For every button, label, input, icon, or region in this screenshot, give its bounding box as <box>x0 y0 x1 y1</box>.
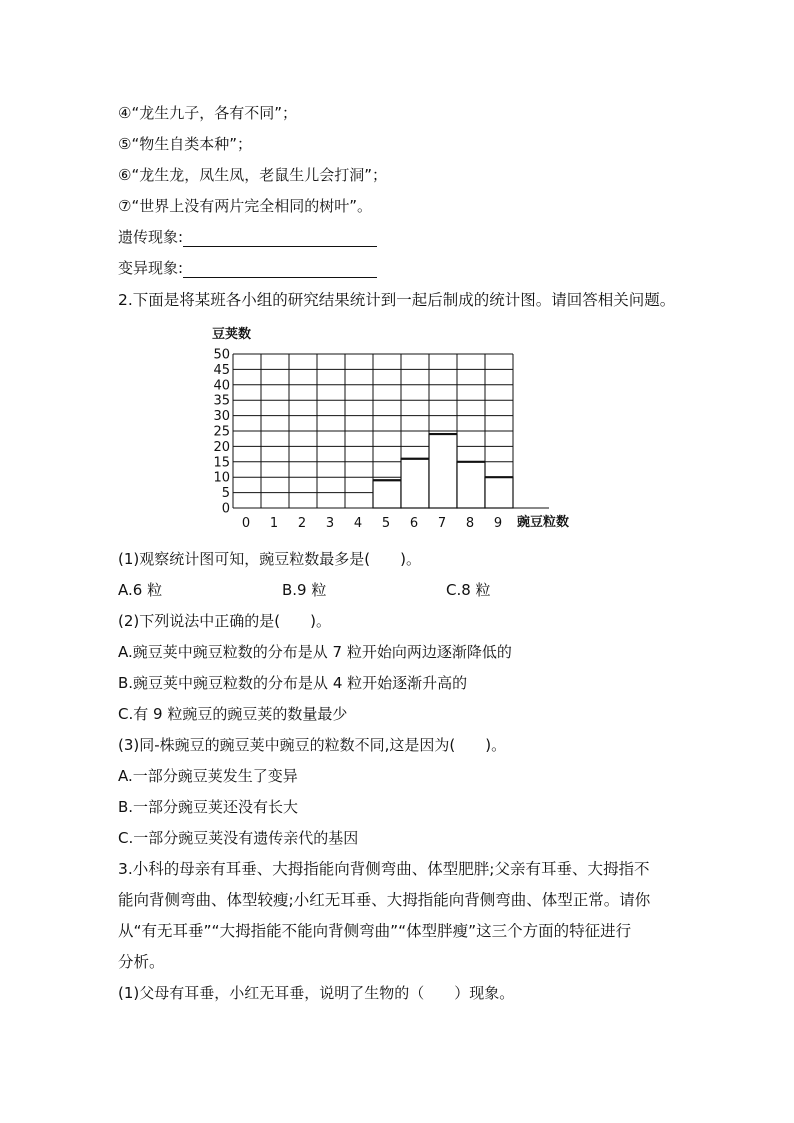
x-tick-label: 8 <box>465 516 475 531</box>
q2-sub2-option-c: C.有 9 粒豌豆的豌豆荚的数量最少 <box>118 705 348 723</box>
y-tick-label: 30 <box>213 409 230 425</box>
y-tick-label: 15 <box>213 455 230 471</box>
variation-answer-blank[interactable] <box>183 261 377 278</box>
q2-sub3-option-c: C.一部分豌豆荚没有遗传亲代的基因 <box>118 829 359 847</box>
heredity-answer-row <box>118 227 377 247</box>
heredity-answer-blank[interactable] <box>183 230 377 247</box>
pea-pod-bar-chart <box>200 318 590 536</box>
y-tick-label: 0 <box>221 501 230 517</box>
q3-line-2: 能向背侧弯曲、体型较瘦;小红无耳垂、大拇指能向背侧弯曲、体型正常。请你 <box>118 891 651 909</box>
y-tick-label: 25 <box>213 424 230 440</box>
q3-line-4: 分析。 <box>118 953 165 971</box>
q2-sub3-option-b: B.一部分豌豆荚还没有长大 <box>118 798 299 816</box>
q1-item-6: ⑥“龙生龙，凤生凤，老鼠生儿会打洞”； <box>118 166 387 184</box>
q1-item-7: ⑦“世界上没有两片完全相同的树叶”。 <box>118 197 372 215</box>
q2-intro: 2.下面是将某班各小组的研究结果统计到一起后制成的统计图。请回答相关问题。 <box>118 291 676 309</box>
x-tick-label: 1 <box>269 516 279 531</box>
q2-sub1-option-c: C.8 粒 <box>446 581 491 599</box>
q2-sub2-option-a: A.豌豆荚中豌豆粒数的分布是从 7 粒开始向两边逐渐降低的 <box>118 643 512 661</box>
y-tick-label: 45 <box>213 362 230 378</box>
y-tick-label: 5 <box>221 486 230 502</box>
q3-line-1: 3.小科的母亲有耳垂、大拇指能向背侧弯曲、体型肥胖;父亲有耳垂、大拇指不 <box>118 860 650 878</box>
bar-8 <box>457 462 485 508</box>
q1-item-4: ④“龙生九子，各有不同”； <box>118 104 297 122</box>
y-axis-title: 豆荚数 <box>212 327 252 342</box>
x-axis-title: 豌豆粒数 <box>517 515 570 530</box>
bar-6 <box>401 459 429 508</box>
y-tick-label: 40 <box>213 378 230 394</box>
y-tick-label: 35 <box>213 393 230 409</box>
bar-5 <box>373 480 401 508</box>
variation-answer-row <box>118 258 377 278</box>
q2-sub2-option-b: B.豌豆荚中豌豆粒数的分布是从 4 粒开始逐渐升高的 <box>118 674 468 692</box>
q3-sub1: (1)父母有耳垂，小红无耳垂，说明了生物的（ ）现象。 <box>118 984 515 1002</box>
x-tick-label: 2 <box>297 516 307 531</box>
y-tick-labels <box>213 348 230 517</box>
q2-sub3-option-a: A.一部分豌豆荚发生了变异 <box>118 767 298 785</box>
q2-sub3-stem: (3)同-株豌豆的豌豆荚中豌豆的粒数不同,这是因为( )。 <box>118 736 507 754</box>
chart-bars <box>373 434 513 508</box>
q2-sub1-stem: (1)观察统计图可知，豌豆粒数最多是( )。 <box>118 550 421 568</box>
variation-label: 变异现象: <box>118 259 184 277</box>
q2-sub2-stem: (2)下列说法中正确的是( )。 <box>118 612 331 630</box>
x-tick-label: 7 <box>437 516 447 531</box>
x-tick-labels <box>242 516 502 531</box>
y-tick-label: 10 <box>213 470 230 486</box>
bar-7 <box>429 434 457 508</box>
x-tick-label: 3 <box>325 516 335 531</box>
x-tick-label: 9 <box>493 516 503 531</box>
heredity-label: 遗传现象: <box>118 228 184 246</box>
x-tick-label: 0 <box>241 516 251 531</box>
q2-sub1-option-a: A.6 粒 <box>118 581 163 599</box>
x-tick-label: 4 <box>353 516 363 531</box>
y-tick-label: 20 <box>213 439 230 455</box>
q2-sub1-option-b: B.9 粒 <box>282 581 327 599</box>
y-tick-label: 50 <box>213 347 230 363</box>
q1-item-5: ⑤“物生自类本种”； <box>118 135 252 153</box>
x-tick-label: 6 <box>409 516 419 531</box>
x-tick-label: 5 <box>381 516 391 531</box>
q3-line-3: 从“有无耳垂”“大拇指能不能向背侧弯曲”“体型胖瘦”这三个方面的特征进行 <box>118 922 632 940</box>
bar-9 <box>485 477 513 508</box>
